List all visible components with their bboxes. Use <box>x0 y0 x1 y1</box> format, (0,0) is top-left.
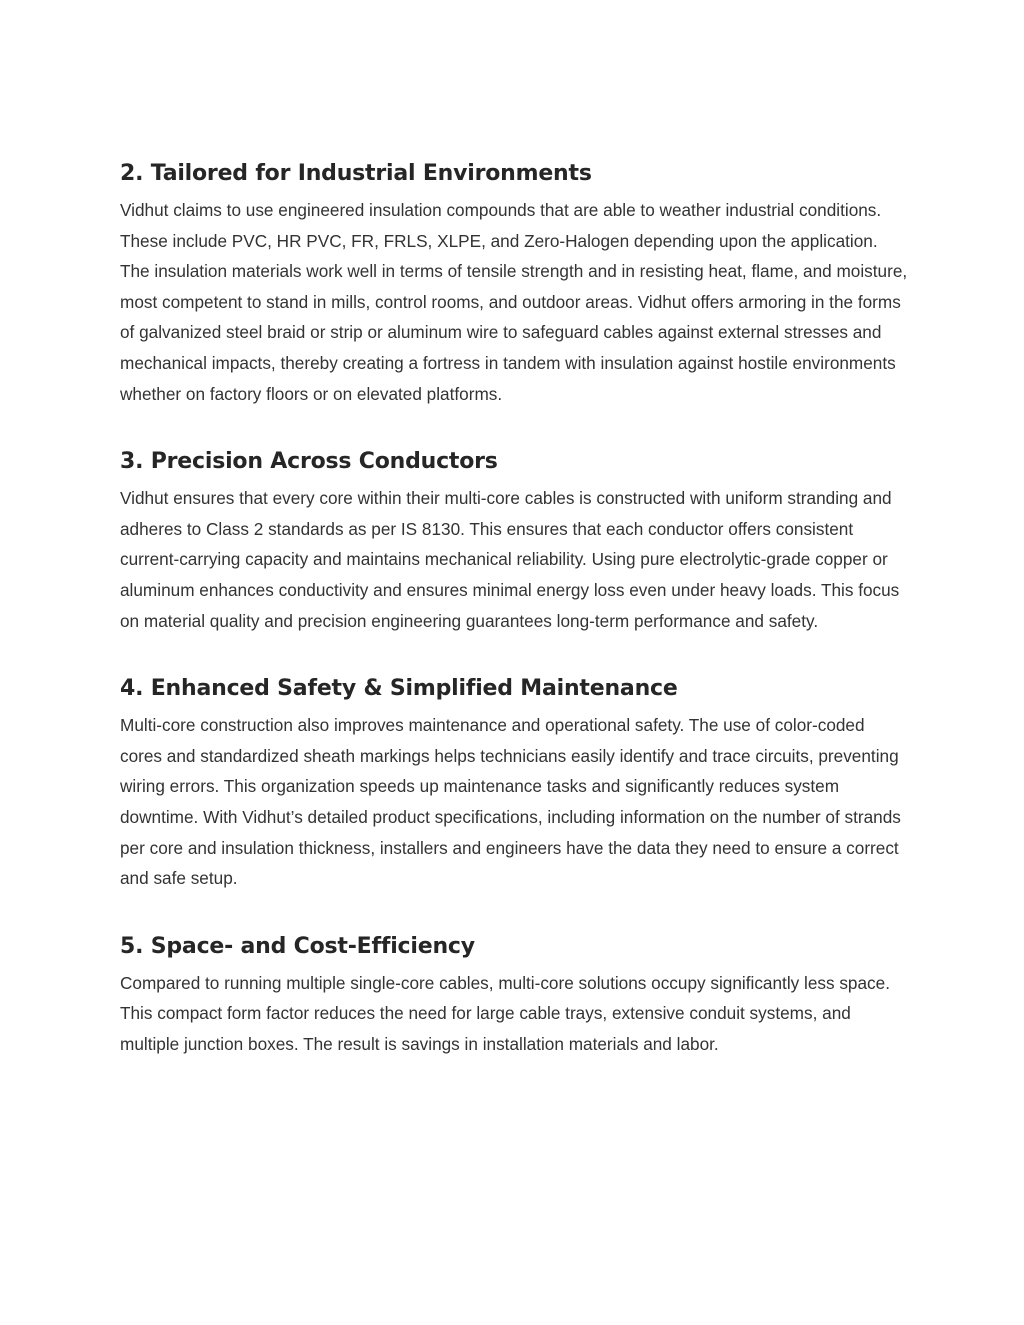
section-paragraph: Vidhut ensures that every core within their multi-core cables is constructed with uniform stranding and adheres to Class 2 standards as per IS 8130. This ensures that each conductor offers consistent current-carrying capacity and maintains mechanical reliability. Using pure electrolytic-grade copper or aluminum enhances conductivity and ensures minimal energy loss even under heavy loads. This focus on material quality and precision engineering guarantees long-term performance and safety. <box>120 488 900 631</box>
document-page <box>120 158 910 1096</box>
section-paragraph: Vidhut claims to use engineered insulation compounds that are able to weather industrial conditions. These include PVC, HR PVC, FR, FRLS, XLPE, and Zero-Halogen depending upon the application. The insulation materials work well in terms of tensile strength and in resisting heat, flame, and moisture, most competent to stand in mills, control rooms, and outdoor areas. Vidhut offers armoring in the forms of galvanized steel braid or strip or aluminum wire to safeguard cables against external stresses and mechanical impacts, thereby creating a fortress in tandem with insulation against hostile environments whether on factory floors or on elevated platforms. <box>120 200 908 404</box>
section-heading: 5. Space- and Cost-Efficiency <box>120 933 475 959</box>
section-precision-conductors <box>120 446 910 636</box>
section-space-cost <box>120 931 910 1060</box>
section-paragraph: Multi-core construction also improves maintenance and operational safety. The use of color-coded cores and standardized sheath markings helps technicians easily identify and trace circuits, preventing wiring errors. This organization speeds up maintenance tasks and significantly reduces system downtime. With Vidhut’s detailed product specifications, including information on the number of strands per core and insulation thickness, installers and engineers have the data they need to ensure a correct and safe setup. <box>120 715 901 889</box>
section-heading: 3. Precision Across Conductors <box>120 449 498 475</box>
section-tailored-industrial <box>120 158 910 409</box>
section-paragraph: Compared to running multiple single-core cables, multi-core solutions occupy significantly less space. This compact form factor reduces the need for large cable trays, extensive conduit systems, and multiple junction boxes. The result is savings in installation materials and labor. <box>120 972 890 1054</box>
section-heading: 4. Enhanced Safety & Simplified Maintenance <box>120 676 678 702</box>
section-heading: 2. Tailored for Industrial Environments <box>120 161 592 186</box>
section-safety-maintenance <box>120 673 910 894</box>
